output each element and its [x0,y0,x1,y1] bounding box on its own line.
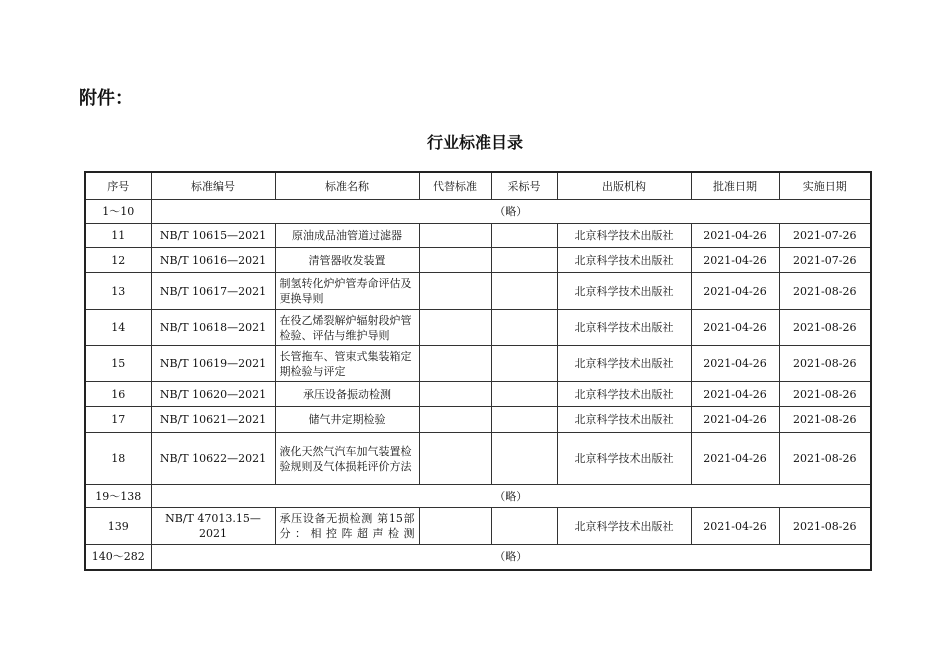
name-cell: 在役乙烯裂解炉辐射段炉管检验、评估与维护导则 [275,310,419,346]
table-row [85,224,871,248]
seq-cell: 12 [85,248,151,273]
column-header: 实施日期 [779,172,871,200]
adopted-cell [491,407,557,433]
attachment-label: 附件： [79,88,133,109]
standards-table [84,171,872,571]
adopted-cell [491,273,557,310]
replaces-cell [419,346,491,382]
seq-cell: 15 [85,346,151,382]
publisher-cell: 北京科学技术出版社 [557,382,691,407]
approved-cell: 2021-04-26 [691,433,779,485]
seq-cell: 19～138 [85,485,151,508]
replaces-cell [419,248,491,273]
replaces-cell [419,273,491,310]
replaces-cell [419,407,491,433]
column-header: 出版机构 [557,172,691,200]
seq-cell: 140～282 [85,545,151,570]
table-row-omitted [85,200,871,224]
table-row-omitted [85,545,871,570]
publisher-cell: 北京科学技术出版社 [557,310,691,346]
seq-cell: 1～10 [85,200,151,224]
code-cell: NB/T 10622—2021 [151,433,275,485]
replaces-cell [419,433,491,485]
replaces-cell [419,382,491,407]
name-cell: 储气井定期检验 [275,407,419,433]
approved-cell: 2021-04-26 [691,346,779,382]
effective-cell: 2021-08-26 [779,310,871,346]
table-row [85,248,871,273]
effective-cell: 2021-07-26 [779,248,871,273]
effective-cell: 2021-08-26 [779,407,871,433]
omitted-cell: （略） [151,485,871,508]
approved-cell: 2021-04-26 [691,310,779,346]
code-cell: NB/T 10616—2021 [151,248,275,273]
code-cell: NB/T 10619—2021 [151,346,275,382]
adopted-cell [491,508,557,545]
omitted-cell: （略） [151,200,871,224]
seq-cell: 17 [85,407,151,433]
name-cell: 承压设备振动检测 [275,382,419,407]
effective-cell: 2021-08-26 [779,508,871,545]
replaces-cell [419,310,491,346]
code-cell: NB/T 10621—2021 [151,407,275,433]
approved-cell: 2021-04-26 [691,273,779,310]
effective-cell: 2021-07-26 [779,224,871,248]
table-row [85,382,871,407]
code-cell: NB/T 47013.15—2021 [151,508,275,545]
publisher-cell: 北京科学技术出版社 [557,407,691,433]
approved-cell: 2021-04-26 [691,407,779,433]
table-row [85,310,871,346]
approved-cell: 2021-04-26 [691,382,779,407]
name-cell: 清管器收发装置 [275,248,419,273]
table-row [85,273,871,310]
table-row-omitted [85,485,871,508]
adopted-cell [491,310,557,346]
seq-cell: 139 [85,508,151,545]
name-cell: 液化天然气汽车加气装置检验规则及气体损耗评价方法 [275,433,419,485]
name-cell: 制氢转化炉炉管寿命评估及更换导则 [275,273,419,310]
effective-cell: 2021-08-26 [779,433,871,485]
effective-cell: 2021-08-26 [779,273,871,310]
column-header: 标准编号 [151,172,275,200]
document-title: 行业标准目录 [426,133,523,152]
table-row [85,433,871,485]
table-row [85,346,871,382]
code-cell: NB/T 10620—2021 [151,382,275,407]
approved-cell: 2021-04-26 [691,508,779,545]
table-header-row [85,172,871,200]
seq-cell: 13 [85,273,151,310]
approved-cell: 2021-04-26 [691,224,779,248]
effective-cell: 2021-08-26 [779,346,871,382]
publisher-cell: 北京科学技术出版社 [557,508,691,545]
publisher-cell: 北京科学技术出版社 [557,346,691,382]
publisher-cell: 北京科学技术出版社 [557,248,691,273]
replaces-cell [419,508,491,545]
name-cell: 长管拖车、管束式集装箱定期检验与评定 [275,346,419,382]
omitted-cell: （略） [151,545,871,570]
code-cell: NB/T 10615—2021 [151,224,275,248]
column-header: 序号 [85,172,151,200]
table-row [85,407,871,433]
table-row [85,508,871,545]
adopted-cell [491,346,557,382]
replaces-cell [419,224,491,248]
adopted-cell [491,248,557,273]
seq-cell: 14 [85,310,151,346]
publisher-cell: 北京科学技术出版社 [557,433,691,485]
code-cell: NB/T 10617—2021 [151,273,275,310]
column-header: 标准名称 [275,172,419,200]
adopted-cell [491,433,557,485]
column-header: 采标号 [491,172,557,200]
seq-cell: 11 [85,224,151,248]
publisher-cell: 北京科学技术出版社 [557,273,691,310]
seq-cell: 16 [85,382,151,407]
publisher-cell: 北京科学技术出版社 [557,224,691,248]
name-cell: 承压设备无损检测 第15部分：相控阵超声检测 [275,508,419,545]
adopted-cell [491,224,557,248]
code-cell: NB/T 10618—2021 [151,310,275,346]
seq-cell: 18 [85,433,151,485]
column-header: 代替标准 [419,172,491,200]
adopted-cell [491,382,557,407]
approved-cell: 2021-04-26 [691,248,779,273]
name-cell: 原油成品油管道过滤器 [275,224,419,248]
effective-cell: 2021-08-26 [779,382,871,407]
column-header: 批准日期 [691,172,779,200]
